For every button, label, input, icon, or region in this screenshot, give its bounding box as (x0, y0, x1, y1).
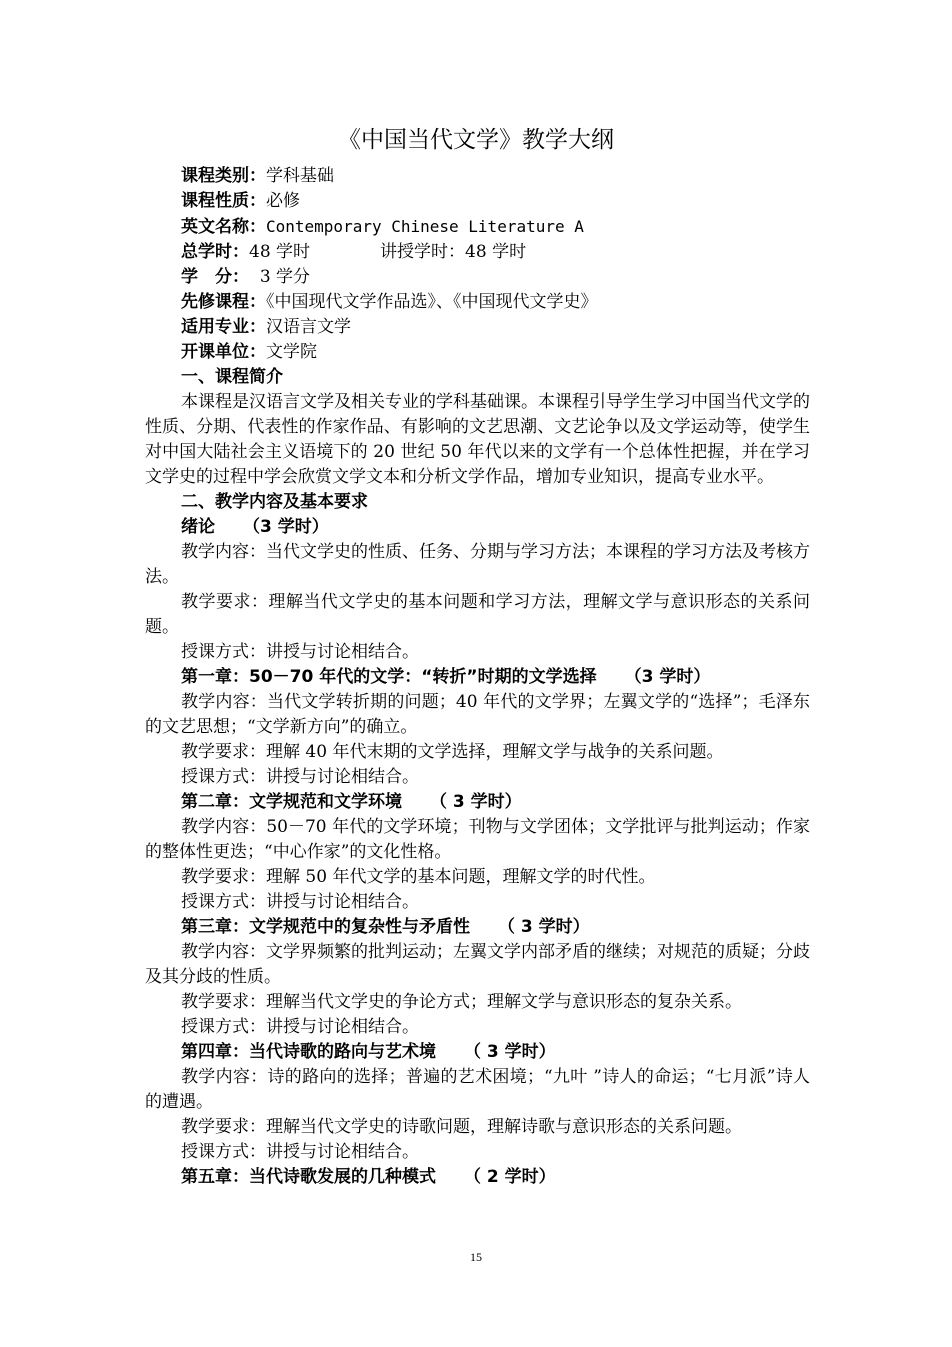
teaching-method: 授课方式：讲授与讨论相结合。 (181, 1142, 419, 1162)
teaching-method: 授课方式：讲授与讨论相结合。 (181, 892, 419, 912)
chapter-heading: 第三章：文学规范中的复杂性与矛盾性 （ 3 学时） (181, 917, 590, 937)
teaching-content: 教学内容：诗的路向的选择；普遍的艺术困境；“九叶 ”诗人的命运；“七月派”诗人的遭遇。 (145, 1067, 810, 1112)
chapter-heading: 第四章：当代诗歌的路向与艺术境 （ 3 学时） (181, 1042, 556, 1062)
info-hours: 总学时：48 学时 讲授学时：48 学时 (181, 242, 527, 262)
teaching-method: 授课方式：讲授与讨论相结合。 (181, 642, 419, 662)
teaching-requirement: 教学要求：理解当代文学史的诗歌问题，理解诗歌与意识形态的关系问题。 (181, 1117, 742, 1137)
teaching-requirement: 教学要求：理解当代文学史的基本问题和学习方法，理解文学与意识形态的关系问题。 (145, 592, 810, 637)
info-unit: 开课单位：文学院 (181, 342, 317, 362)
teaching-content: 教学内容：50－70 年代的文学环境；刊物与文学团体；文学批评与批判运动；作家的整体性更迭；“中心作家”的文化性格。 (145, 817, 810, 862)
syllabus-content (145, 164, 810, 1190)
teaching-content: 教学内容：当代文学转折期的问题；40 年代的文学界；左翼文学的“选择”；毛泽东的文艺思想；“文学新方向”的确立。 (145, 692, 810, 737)
info-prerequisites: 先修课程：《中国现代文学作品选》、《中国现代文学史》 (181, 292, 598, 312)
info-english-name: 英文名称：Contemporary Chinese Literature A (181, 217, 584, 237)
section-heading: 一、课程简介 (181, 367, 283, 387)
info-category: 课程类别：学科基础 (181, 166, 334, 186)
section-heading: 二、教学内容及基本要求 (181, 492, 368, 512)
info-nature: 课程性质：必修 (181, 191, 300, 211)
teaching-content: 教学内容：文学界频繁的批判运动；左翼文学内部矛盾的继续；对规范的质疑；分歧及其分歧的性质。 (145, 942, 810, 987)
teaching-method: 授课方式：讲授与讨论相结合。 (181, 767, 419, 787)
teaching-requirement: 教学要求：理解 50 年代文学的基本问题，理解文学的时代性。 (181, 867, 656, 887)
teaching-requirement: 教学要求：理解当代文学史的争论方式；理解文学与意识形态的复杂关系。 (181, 992, 742, 1012)
chapter-heading: 绪论 （3 学时） (181, 517, 329, 537)
teaching-content: 教学内容：当代文学史的性质、任务、分期与学习方法；本课程的学习方法及考核方法。 (145, 542, 810, 587)
teaching-requirement: 教学要求：理解 40 年代末期的文学选择，理解文学与战争的关系问题。 (181, 742, 724, 762)
chapter-heading: 第一章：50－70 年代的文学：“转折”时期的文学选择 （3 学时） (181, 667, 711, 687)
teaching-method: 授课方式：讲授与讨论相结合。 (181, 1017, 419, 1037)
chapter-heading: 第五章：当代诗歌发展的几种模式 （ 2 学时） (181, 1167, 556, 1187)
page-number: 15 (470, 1250, 482, 1264)
course-intro-paragraph: 本课程是汉语言文学及相关专业的学科基础课。本课程引导学生学习中国当代文学的性质、分期、代表性的作家作品、有影响的文艺思潮、文艺论争以及文学运动等，使学生对中国大陆社会主义语境下的 20 世纪 50 年代以来的文学有一个总体性把握，并在学习文学史的过程中学会欣赏文学文本和分析文学作品，增加专业知识，提高专业水平。 (145, 392, 810, 487)
info-credit: 学 分： 3 学分 (181, 267, 311, 287)
chapter-heading: 第二章：文学规范和文学环境 （ 3 学时） (181, 792, 522, 812)
page-title: 《中国当代文学》教学大纲 (338, 127, 614, 153)
info-major: 适用专业：汉语言文学 (181, 317, 351, 337)
